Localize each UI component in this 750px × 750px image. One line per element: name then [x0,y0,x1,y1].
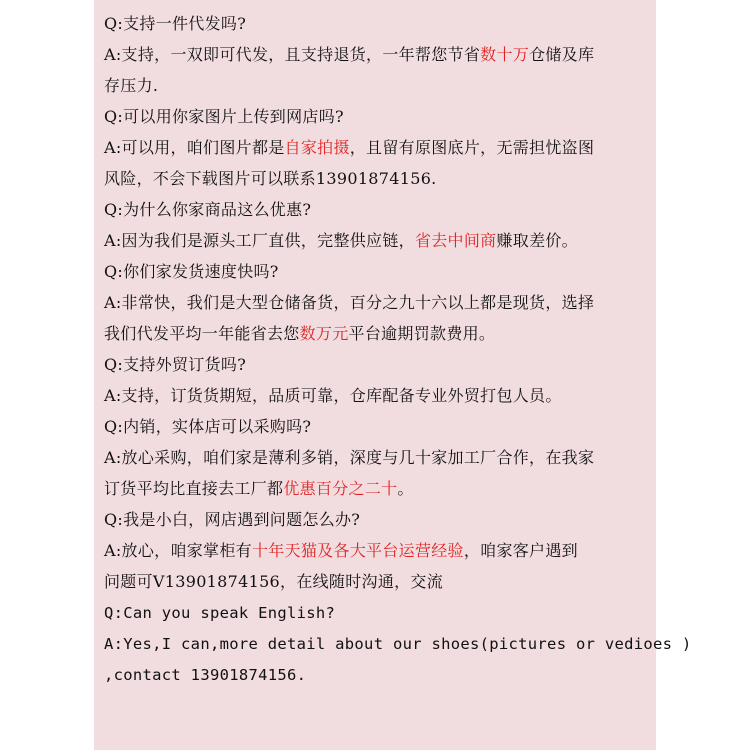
text-line [104,256,650,287]
faq-answer [104,132,650,194]
text-segment: 订货平均比直接去工厂都 [104,479,284,498]
text-segment: Q:我是小白，网店遇到问题怎么办? [104,510,361,529]
faq-answer [104,442,650,504]
text-line [104,442,650,473]
text-line [104,473,650,504]
faq-document [94,0,692,750]
text-line [104,39,650,70]
faq-answer [104,287,650,349]
text-segment: ，咱家客户遇到 [463,541,578,560]
text-segment: Q:为什么你家商品这么优惠? [104,200,312,219]
text-segment: Q:Can you speak English? [104,604,336,622]
text-segment: 风险，不会下载图片可以联系13901874156. [104,169,437,188]
text-segment: 问题可V13901874156，在线随时沟通，交流 [104,572,444,591]
faq-question [104,597,650,628]
highlighted-text: 数十万 [480,45,530,64]
text-segment: 赚取差价。 [496,231,578,250]
text-segment: A:支持，一双即可代发，且支持退货，一年帮您节省 [104,45,481,64]
text-line [104,132,650,163]
faq-question [104,411,650,442]
text-segment: A:放心，咱家掌柜有 [104,541,252,560]
text-segment: A:放心采购，咱们家是薄利多销，深度与几十家加工厂合作，在我家 [104,448,595,467]
faq-answer [104,380,650,411]
text-segment: A:支持，订货货期短，品质可靠，仓库配备专业外贸打包人员。 [104,386,562,405]
text-segment: Q:可以用你家图片上传到网店吗? [104,107,344,126]
faq-question [104,194,650,225]
highlighted-text: 十年天猫及各大平台运营经验 [251,541,464,560]
highlighted-text: 省去中间商 [414,231,497,250]
text-line [104,597,650,628]
faq-question [104,101,650,132]
highlighted-text: 优惠百分之二十 [283,479,398,498]
text-segment: 存压力. [104,76,159,95]
faq-question [104,349,650,380]
faq-answer [104,225,650,256]
text-segment: A:因为我们是源头工厂直供，完整供应链， [104,231,415,250]
text-line [104,504,650,535]
text-segment: ,contact 13901874156. [104,666,307,684]
text-line [104,225,650,256]
text-segment: Q:支持一件代发吗? [104,14,247,33]
faq-list [104,8,692,690]
faq-question [104,504,650,535]
text-segment: Q:内销，实体店可以采购吗? [104,417,312,436]
text-line [104,318,650,349]
text-segment: A:Yes,I can,more detail about our shoes(pictures or vedioes ) [104,635,692,653]
highlighted-text: 自家拍摄 [284,138,350,157]
faq-answer [104,39,650,101]
text-segment: 平台逾期罚款费用。 [348,324,496,343]
text-line [104,411,650,442]
text-line [104,380,650,411]
faq-question [104,256,650,287]
text-segment: A:非常快，我们是大型仓储备货，百分之九十六以上都是现货，选择 [104,293,595,312]
text-line [104,349,650,380]
text-segment: Q:支持外贸订货吗? [104,355,247,374]
text-line [104,535,650,566]
faq-answer [104,628,692,690]
faq-question [104,8,650,39]
text-line [104,628,692,659]
text-line [104,194,650,225]
text-line [104,659,650,690]
text-line [104,287,650,318]
text-segment: A:可以用，咱们图片都是 [104,138,285,157]
highlighted-text: 数万元 [299,324,349,343]
text-line [104,8,650,39]
text-segment: 仓储及库 [529,45,595,64]
text-line [104,163,650,194]
text-line [104,101,650,132]
text-line [104,566,650,597]
faq-answer [104,535,650,597]
text-segment: 我们代发平均一年能省去您 [104,324,300,343]
text-line [104,70,650,101]
text-segment: Q:你们家发货速度快吗? [104,262,279,281]
text-segment: ，且留有原图底片，无需担忧盗图 [349,138,595,157]
text-segment: 。 [397,479,414,498]
